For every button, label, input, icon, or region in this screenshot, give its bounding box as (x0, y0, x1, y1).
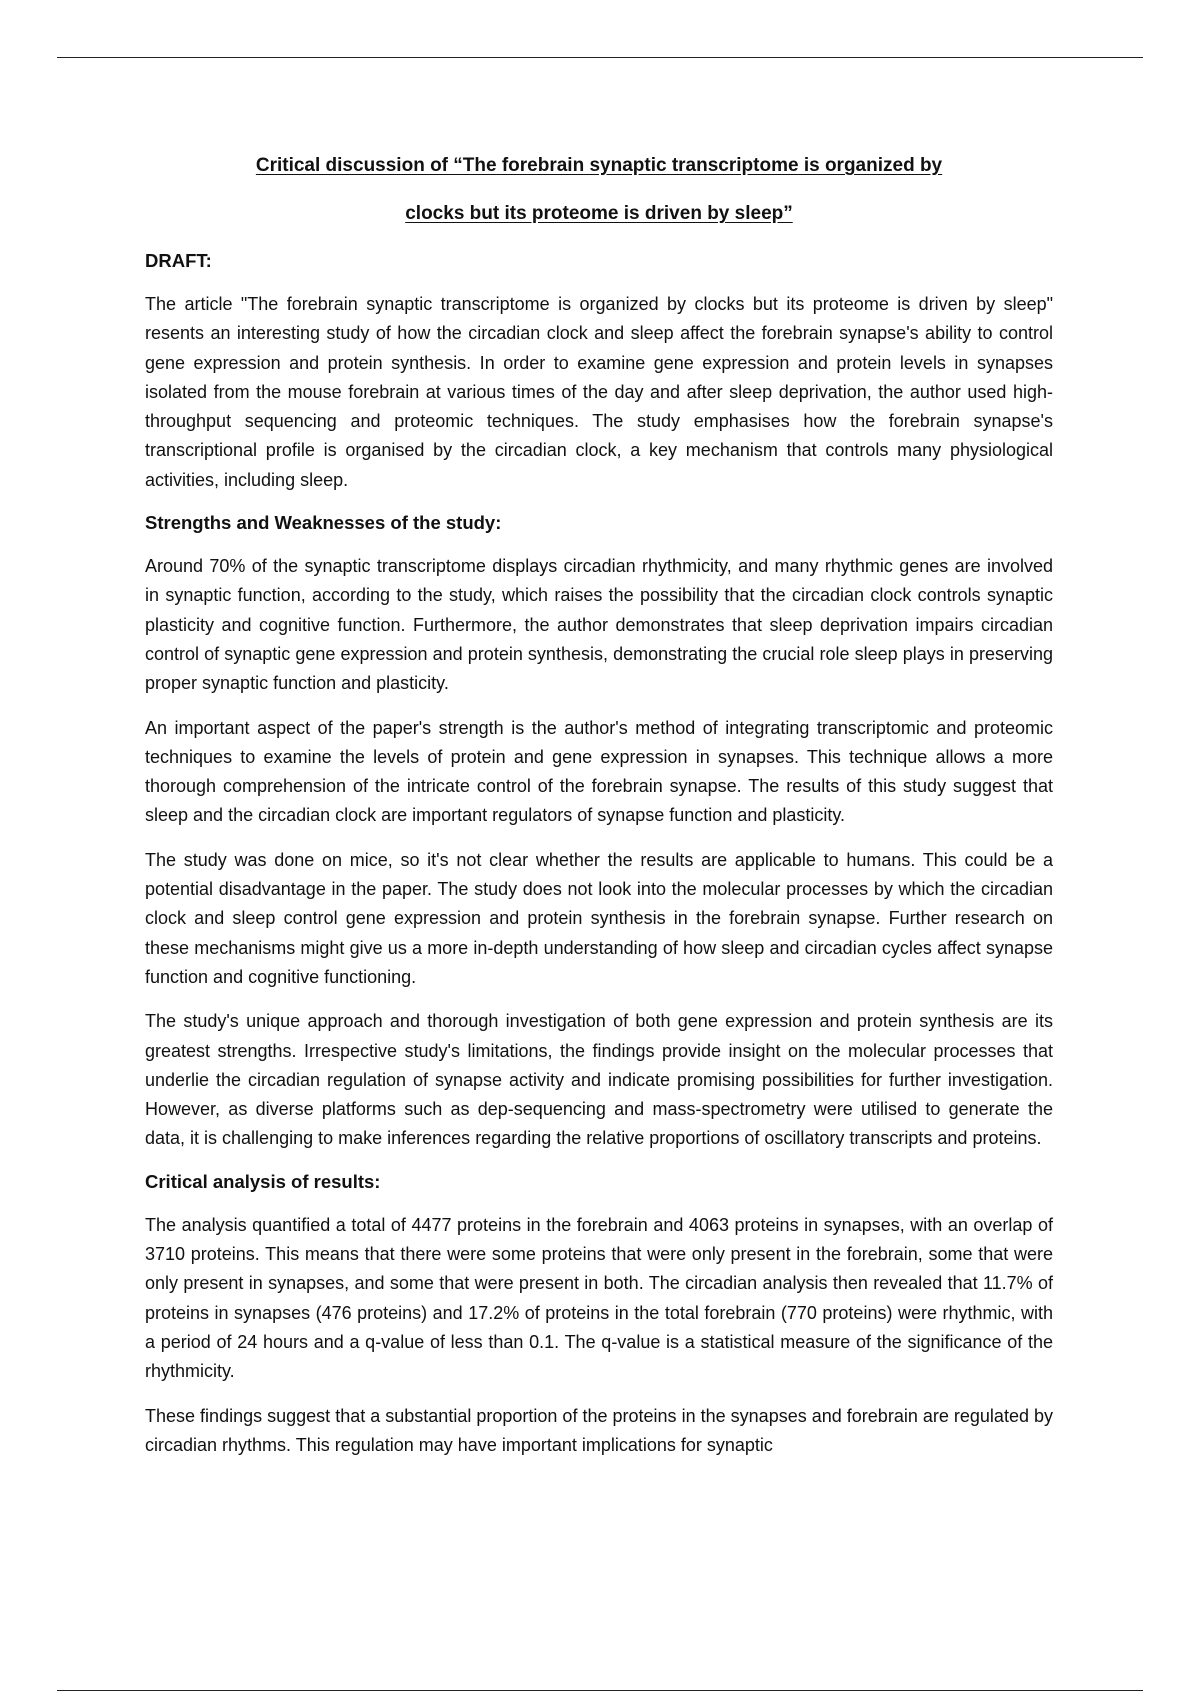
draft-heading: DRAFT: (145, 250, 212, 271)
paragraph-intro: The article "The forebrain synaptic transcriptome is organized by clocks but its proteome is driven by sleep" resents an interesting study of how the circadian clock and sleep affect the forebrain synapse's ability to control gene expression and protein synthesis. In order to examine gene expression and protein levels in synapses isolated from the mouse forebrain at various times of the day and after sleep deprivation, the author used high-throughput sequencing and proteomic techniques. The study emphasises how the forebrain synapse's transcriptional profile is organised by the circadian clock, a key mechanism that controls many physiological activities, including sleep. (145, 294, 1053, 490)
paragraph-weaknesses: The study was done on mice, so it's not clear whether the results are applicable to humans. This could be a potential disadvantage in the paper. The study does not look into the molecular processes by which the circadian clock and sleep control gene expression and protein synthesis in the forebrain synapse. Further research on these mechanisms might give us a more in-depth understanding of how sleep and circadian cycles affect synapse function and cognitive functioning. (145, 849, 1053, 987)
paragraph-analysis-2: These findings suggest that a substantial proportion of the proteins in the synapses and forebrain are regulated by circadian rhythms. This regulation may have important implications for synaptic (145, 1405, 1053, 1455)
paragraph-summary: The study's unique approach and thorough investigation of both gene expression and protein synthesis are its greatest strengths. Irrespective study's limitations, the findings provide insight on the molecular processes that underlie the circadian regulation of synapse activity and indicate promising possibilities for further investigation. However, as diverse platforms such as dep-sequencing and mass-spectrometry were utilised to generate the data, it is challenging to make inferences regarding the relative proportions of oscillatory transcripts and proteins. (145, 1011, 1053, 1149)
document-body (145, 142, 1053, 1475)
paragraph-strengths-1: Around 70% of the synaptic transcriptome displays circadian rhythmicity, and many rhythmic genes are involved in synaptic function, according to the study, which raises the possibility that the circadian clock controls synaptic plasticity and cognitive function. Furthermore, the author demonstrates that sleep deprivation impairs circadian control of synaptic gene expression and protein synthesis, demonstrating the crucial role sleep plays in preserving proper synaptic function and plasticity. (145, 556, 1053, 694)
paragraph-analysis-1: The analysis quantified a total of 4477 proteins in the forebrain and 4063 proteins in synapses, with an overlap of 3710 proteins. This means that there were some proteins that were only present in the forebrain, some that were only present in synapses, and some that were present in both. The circadian analysis then revealed that 11.7% of proteins in synapses (476 proteins) and 17.2% of proteins in the total forebrain (770 proteins) were rhythmic, with a period of 24 hours and a q-value of less than 0.1. The q-value is a statistical measure of the significance of the rhythmicity. (145, 1214, 1053, 1382)
paragraph-strengths-2: An important aspect of the paper's strength is the author's method of integrating transcriptomic and proteomic techniques to examine the levels of protein and gene expression in synapses. This technique allows a more thorough comprehension of the intricate control of the forebrain synapse. The results of this study suggest that sleep and the circadian clock are important regulators of synapse function and plasticity. (145, 717, 1053, 826)
strengths-heading: Strengths and Weaknesses of the study: (145, 512, 502, 534)
document-title-line-1: Critical discussion of “The forebrain synaptic transcriptome is organized by (255, 155, 943, 176)
header-rule (57, 57, 1143, 58)
analysis-heading: Critical analysis of results: (145, 1170, 381, 1192)
footer-rule (57, 1690, 1143, 1691)
document-title-line-2: clocks but its proteome is driven by sleep” (405, 203, 793, 224)
